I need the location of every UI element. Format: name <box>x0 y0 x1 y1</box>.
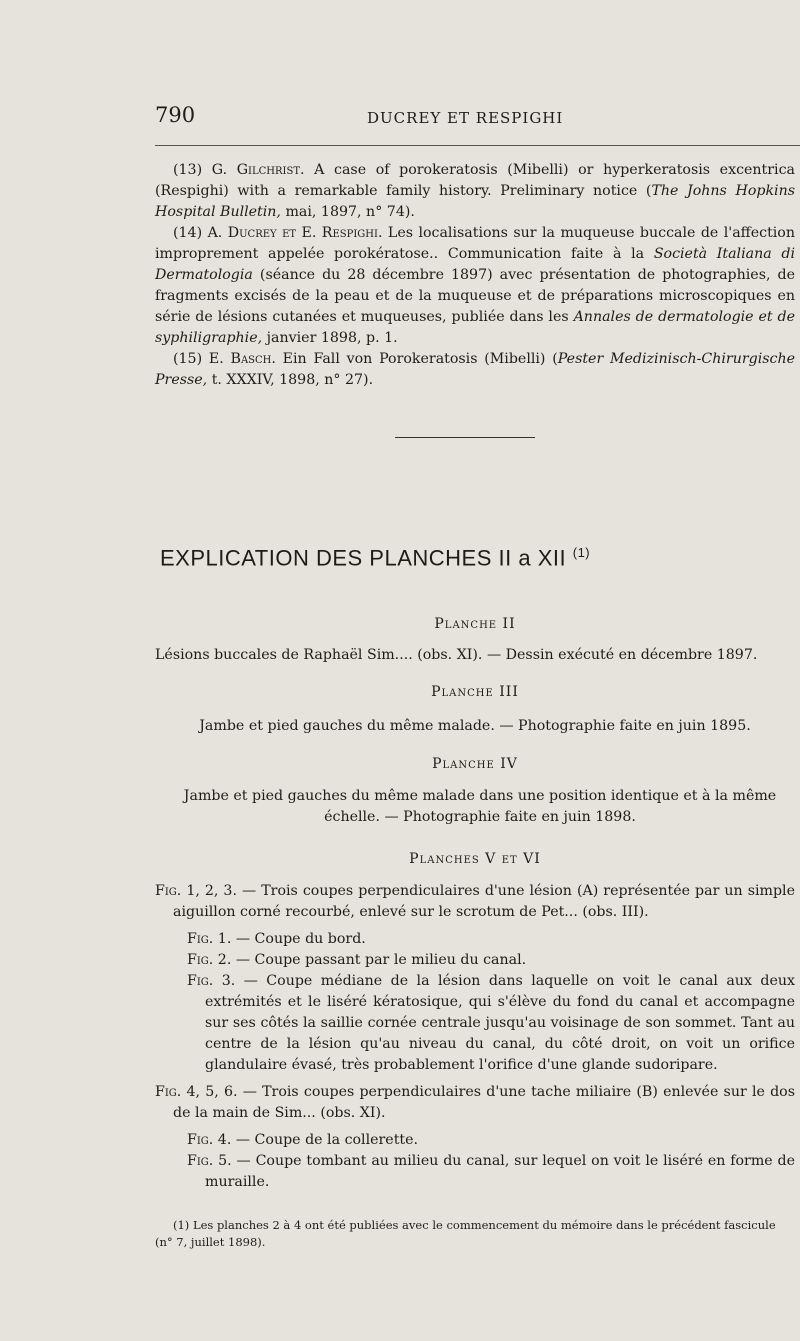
section-title <box>160 545 800 571</box>
figure-label: Fig. 3. <box>187 973 236 989</box>
ref-number: (13) <box>173 162 203 178</box>
ref-author: A. Ducrey et E. Respighi. <box>207 225 383 241</box>
plate-ii-description: Lésions buccales de Raphaël Sim.... (obs. XI). — Dessin exécuté en décembre 1897. <box>155 647 758 663</box>
figure-caption <box>155 1151 795 1193</box>
figure-caption <box>155 950 795 971</box>
ref-journal: Pester Medizinisch-Chirurgische Presse, <box>155 351 795 388</box>
figure-label: Fig. 1. <box>187 931 232 947</box>
figure-caption <box>155 1130 795 1151</box>
ref-journal: Società Italiana di Dermatologia <box>155 246 795 283</box>
running-title: DUCREY ET RESPIGHI <box>367 109 564 127</box>
figure-label: Fig. 4. <box>187 1132 232 1148</box>
ref-author: E. Basch. <box>208 351 276 367</box>
figure-caption <box>155 1082 795 1124</box>
header-rule <box>155 145 800 146</box>
reference-15 <box>155 349 795 391</box>
figure-text: — Coupe passant par le milieu du canal. <box>231 952 527 968</box>
figure-text: — Coupe de la collerette. <box>231 1132 419 1148</box>
figure-text: — Trois coupes perpendiculaires d'une tache miliaire (B) enlevée sur le dos de la main de Sim... (obs. XI). <box>173 1084 795 1121</box>
footnote <box>155 1217 795 1251</box>
ref-journal: The Johns Hopkins Hospital Bulletin, <box>155 183 795 220</box>
ref-number: (14) <box>173 225 203 241</box>
section-title-text: EXPLICATION DES PLANCHES II a XII <box>160 545 567 571</box>
figure-text: — Coupe médiane de la lésion dans laquelle on voit le canal aux deux extrémités et le liséré kératosique, qui s'élève du fond du canal et accompagne sur ses côtés la saillie cornée centrale jusqu'au voisinage de son sommet. Tant au centre de la lésion qu'au niveau du canal, du côté droit, on voit un orifice glandulaire évasé, très probablement l'orifice d'une glande sudoripare. <box>205 973 796 1073</box>
plate-ii-title: Planche II <box>434 616 516 632</box>
ref-number: (15) <box>173 351 203 367</box>
figure-text: — Coupe du bord. <box>231 931 366 947</box>
figure-caption <box>155 881 795 923</box>
figures-4-6 <box>155 1082 795 1193</box>
plate-iv-title: Planche IV <box>432 756 518 772</box>
plate-iii-description: Jambe et pied gauches du même malade. — Photographie faite en juin 1895. <box>199 718 751 734</box>
plate-iii-title: Planche III <box>431 684 519 700</box>
figure-label: Fig. 2. <box>187 952 232 968</box>
reference-14 <box>155 223 795 349</box>
figure-label: Fig. 5. <box>187 1153 232 1169</box>
references <box>155 160 795 391</box>
figure-label: Fig. 4, 5, 6. <box>155 1084 238 1100</box>
figure-text: — Coupe tombant au milieu du canal, sur lequel on voit le liséré en forme de muraille. <box>205 1153 795 1190</box>
plates-v-vi-title: Planches V et VI <box>409 851 541 867</box>
figure-label: Fig. 1, 2, 3. <box>155 883 237 899</box>
footnote-marker: (1) <box>572 545 591 560</box>
page-number: 790 <box>155 103 196 127</box>
figure-caption <box>155 971 795 1076</box>
figures-1-3 <box>155 881 795 1076</box>
ref-text: Les localisations sur la muqueuse buccale de l'affection improprement appelée porokératose.. Communication faite à la <box>155 225 795 262</box>
plate-iv-description: Jambe et pied gauches du même malade dans une position identique et à la même échelle. — Photographie faite en juin 1898. <box>183 788 777 825</box>
ref-text: t. XXXIV, 1898, n° 27). <box>207 372 374 388</box>
figure-text: — Trois coupes perpendiculaires d'une lésion (A) représentée par un simple aiguillon corné recourbé, enlevé sur le scrotum de Pet... (obs. III). <box>173 883 795 920</box>
page-header <box>155 103 795 133</box>
ref-author: G. Gilchrist. <box>211 162 305 178</box>
ref-text: mai, 1897, n° 74). <box>280 204 415 220</box>
footnote-text: (1) Les planches 2 à 4 ont été publiées avec le commencement du mémoire dans le précédent fascicule (n° 7, juillet 1898). <box>155 1218 776 1249</box>
ref-text: A case of porokeratosis (Mibelli) or hyperkeratosis excentrica (Respighi) with a remarkable family history. Preliminary notice ( <box>155 162 795 199</box>
figure-caption <box>155 929 795 950</box>
ref-text: janvier 1898, p. 1. <box>262 330 398 346</box>
section-rule <box>395 437 535 438</box>
ref-text: (séance du 28 décembre 1897) avec présentation de photographies, de fragments excisés de la peau et de la muqueuse et de préparations microscopiques en série de lésions cutanées et muqueuses, publiée dans les <box>155 267 795 325</box>
ref-text: Ein Fall von Porokeratosis (Mibelli) ( <box>275 351 558 367</box>
reference-13 <box>155 160 795 223</box>
ref-journal: Annales de dermatologie et de syphiligraphie, <box>155 309 795 346</box>
